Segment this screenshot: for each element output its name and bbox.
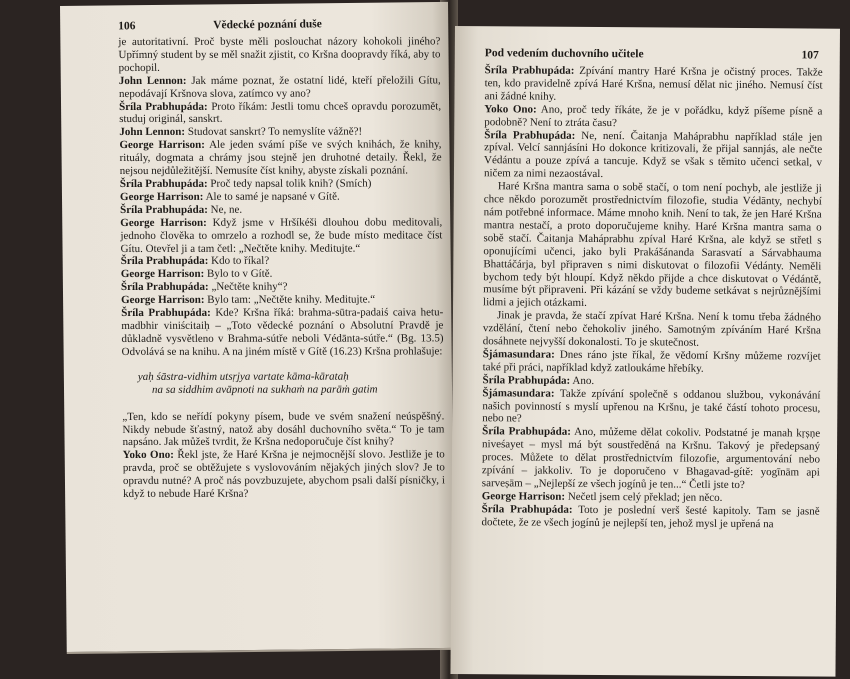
speaker-name: George Harrison: [120,216,207,229]
paragraph-text: Když jsme v Hršíkéši dlouhou dobu meditovali, jednoho člověka to omrzelo a rozhodl se, že bude místo meditace číst Gítu. Otevřel ji a tam četl: „Nečtěte knihy. Meditujte.“ [120,216,443,255]
paragraph-text: „Nečtěte knihy“? [211,280,288,294]
paragraph [121,281,443,294]
paragraph [119,139,441,178]
paragraph [120,177,442,190]
paragraph-text: Jinak je pravda, že stačí zpívat Haré Kršna. Není k tomu třeba žádného vzdělání, čtení nebo čehokoliv jiného. Samotným zpíváním Haré Kršna dosáhnete nejvyšší dokonalosti. To je skutečnost. [482,309,822,349]
speaker-name: Šríla Prabhupáda: [120,281,209,294]
speaker-name: Šjámasundara: [482,348,555,361]
paragraph [123,449,446,501]
speaker-name: Yoko Ono: [484,102,537,116]
paragraph-text: je autoritativní. Proč byste měli poslouchat názory kohokoli jiného? Upřímný student by se měl snažit zjistit, co Kršna doopravdy říká, aby to pochopil. [118,35,441,74]
verse-line: yaḥ śāstra-vidhim utsṛjya vartate kāma-kārataḥ [137,370,349,383]
paragraph-text: Takže zpívání společně s oddanou službou, vykonávání našich povinností s myslí upřenou na Kršnu, je také částí tohoto procesu, nebo ne? [482,387,821,425]
paragraph-text: Ano, můžeme dělat cokoliv. Podstatné je manah kṛṣṇe niveśayet – mysl má být soustředěná na Kršnu. Takový je předepsaný proces. Můžete to dělat prostřednictvím filozofie, argumentování nebo zpívání – jakkoliv. To je doporučeno v Bhagavad-gítě: yogīnām api sarveṣām – „Nejlepší ze všech jogínů je ten...“ Četli jste to? [481,426,821,492]
paragraph-text: Toto je poslední verš šesté kapitoly. Tam se jasně dočtete, že ze všech jogínů je nejlepší ten, jehož mysl je upřená na [481,503,820,530]
left-page-header [118,16,440,33]
dialogue-block [118,35,443,358]
paragraph-text: Dnes ráno jste říkal, že vědomí Kršny můžeme rozvíjet také při práci, například když zatloukáme hřebíky. [482,348,821,375]
page-number: 106 [118,20,136,33]
page-number: 107 [801,49,819,62]
paragraph-text: Zpívání mantry Haré Kršna je očistný proces. Takže ten, kdo pravidelně zpívá Haré Kršna, nemusí dělat nic jiného. Nemusí číst ani žádné knihy. [484,64,823,103]
right-page [450,26,840,677]
speaker-name: Šríla Prabhupáda: [121,306,211,320]
paragraph [121,268,443,281]
paragraph-text: Ano. [572,374,595,387]
speaker-name: Šríla Prabhupáda: [484,128,576,142]
paragraph [482,387,820,428]
speaker-name: Šríla Prabhupáda: [482,425,572,439]
running-title: Vědecké poznání duše [213,18,322,32]
paragraph [118,35,440,74]
speaker-name: George Harrison: [119,190,204,203]
paragraph [483,180,822,311]
speaker-name: George Harrison: [119,139,205,152]
speaker-name: George Harrison: [120,268,205,281]
paragraph [121,255,443,268]
speaker-name: Šríla Prabhupáda: [119,177,208,190]
paragraph [119,126,441,139]
paragraph [122,410,444,449]
dialogue-block [122,410,445,501]
verse-line: na sa siddhim avāpnoti na sukhaṁ na parāṁ gatim [151,383,378,396]
speaker-name: Yoko Ono: [122,449,174,462]
paragraph-text: Nečetl jsem celý překlad; jen něco. [567,490,723,504]
dialogue-block [481,64,822,531]
paragraph-text: Ale jeden svámí píše ve svých knihách, že knihy, rituály, dogmata a chrámy jsou stejně jen druhotné detaily. Řekl, že nejsou nejdůležitější. Nemusíte číst knihy, abyste získali poznání. [119,138,442,178]
paragraph [119,74,441,100]
speaker-name: John Lennon: [118,74,187,87]
paragraph-text: Ne, není. Čaitanja Maháprabhu například stále jen zpíval. Velcí sannjásíni Ho dokonce kritizovali, že přijal sannjás, ale nečte Védántu a pouze zpívá a tancuje. Když se však s těmito učenci setkal, v ničem za nimi nezaostával. [483,129,823,181]
paragraph-text: Kde? Kršna říká: brahma-sūtra-padaiś caiva hetu-madbhir viniścitaiḥ – „Toto vědecké poznání o Absolutní Pravdě je důkladně vysvětleno v Brahma-sútře neboli Védānta-sútře.“ (Bg. 13.5) Odvolává se na knihu. A na jiném místě v Gítě (16.23) Kršna prohlašuje: [121,306,444,358]
paragraph-text: Řekl jste, že Haré Kršna je nejmocnější slovo. Jestliže je to pravda, proč se obtěžujete s vyslovováním nějakých jiných slov? Je to opravdu nutné? A proč nás povzbuzujete, abychom psali další písničky, i když to nebude Haré Kršna? [122,448,446,501]
right-page-body [481,64,822,531]
speaker-name: Šríla Prabhupáda: [481,503,573,516]
paragraph [119,100,441,126]
paragraph [481,503,819,531]
paragraph [121,306,444,358]
paragraph [484,129,822,183]
speaker-name: George Harrison: [481,490,566,503]
paragraph-text: Kdo to říkal? [211,255,270,268]
paragraph [484,103,822,131]
paragraph [120,190,442,203]
paragraph-text: Jak máme poznat, že ostatní lidé, kteří přeložili Gítu, nepodávají Kršnova slova, zatímco vy ano? [118,74,441,100]
paragraph-text: Ne, ne. [210,203,243,216]
paragraph-text: Bylo to v Gítě. [206,268,273,281]
paragraph-text: Bylo tam: „Nečtěte knihy. Meditujte.“ [207,293,376,306]
left-page-body [118,35,445,501]
paragraph [120,216,442,255]
sanskrit-verse [138,370,444,397]
speaker-name: Šríla Prabhupáda: [118,100,208,113]
paragraph [120,203,442,216]
paragraph [482,426,820,493]
left-page [60,2,455,654]
paragraph-text: Ale to samé je napsané v Gítě. [205,190,340,203]
paragraph-text: Proč tedy napsal tolik knih? (Smích) [210,177,372,190]
right-page-header [485,46,823,62]
paragraph [484,64,822,105]
speaker-name: Šjámasundara: [482,386,555,400]
paragraph-text: Studovat sanskrt? To nemyslíte vážně?! [187,125,363,139]
paragraph [121,294,443,307]
paragraph-text: Haré Kršna mantra sama o sobě stačí, o tom není pochyb, ale jestliže ji chce někdo porozumět prostřednictvím filozofie, studia Védānty, nechybí nám potřebné informace. Máme mnoho knih. Není to tak, že jen Haré Kršna mantra nestačí, a proto doporučujeme knihy. Haré Kršna mantra sama o sobě stačí. Čaitanja Maháprabhu zpíval Haré Kršna, ale když se střetl s oponujícími učenci, jako byli Prakášánanda Sarasvatí a Sárvabhauma Bhattáčárja, byl připraven s nimi diskutovat o filozofii Védánty. Neměli bychom tedy být hloupí. Když někdo přijde a chce diskutovat o Védántě, musíme být připraveni. Při kázání se vždy budeme setkávat s nejrůznějšími lidmi a jejich otázkami. [483,180,822,310]
paragraph-text: „Ten, kdo se neřídí pokyny písem, bude ve svém snažení neúspěšný. Nikdy nebude šťastný, natož aby dosáhl duchovního světa.“ To je tam napsáno. Jak můžeš tvrdit, že Kršna nedoporučuje číst knihy? [122,410,445,449]
speaker-name: Šríla Prabhupáda: [120,203,208,216]
paragraph [483,309,821,350]
paragraph-text: Proto říkám: Jestli tomu chceš opravdu porozumět, studuj originál, sanskrt. [119,99,442,126]
speaker-name: George Harrison: [121,293,205,307]
speaker-name: Šríla Prabhupáda: [482,373,571,387]
paragraph-text: Ano, proč tedy říkáte, že je v pořádku, když píšeme písně a podobně? Není to ztráta času? [484,103,823,129]
running-title: Pod vedením duchovního učitele [484,47,644,61]
speaker-name: Šríla Prabhupáda: [120,255,209,268]
paragraph [483,348,821,376]
speaker-name: Šríla Prabhupáda: [484,64,575,77]
speaker-name: John Lennon: [119,126,186,139]
